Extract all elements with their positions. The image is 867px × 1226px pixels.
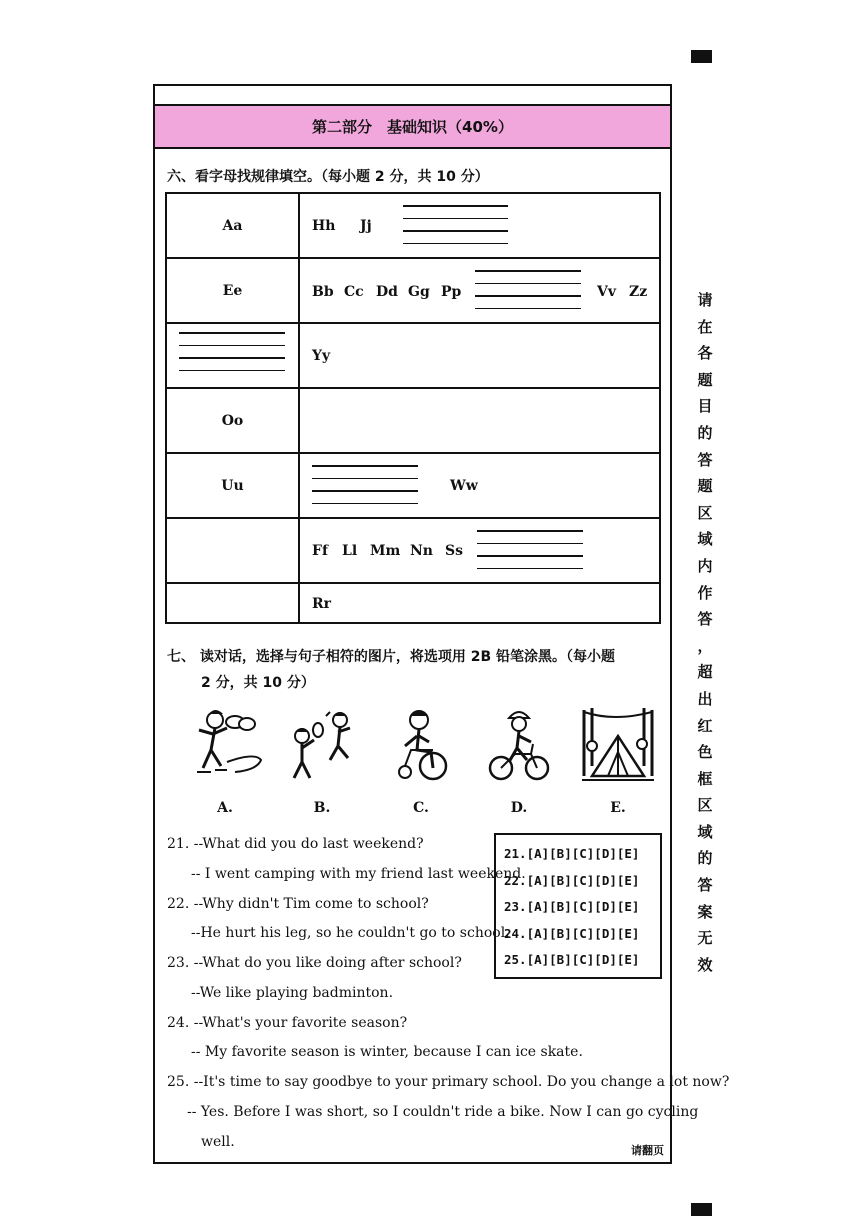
table-row (166, 388, 660, 453)
letter-pair: Ss (445, 543, 463, 559)
side-note-char: 域 (697, 822, 713, 841)
side-note-char: 框 (697, 769, 713, 788)
left-cell[interactable] (166, 323, 299, 388)
letter-pair: Ww (450, 478, 478, 494)
part-header: 第二部分 基础知识（40%） (155, 104, 670, 149)
dialog-line: 22. --Why didn't Tim come to school? (167, 896, 429, 912)
side-note-char: 区 (697, 503, 713, 522)
dialog-line: 23. --What do you like doing after school? (167, 955, 462, 971)
answer-sheet (494, 833, 662, 979)
dialog-line: --We like playing badminton. (191, 985, 394, 1001)
side-note-char: 在 (697, 317, 713, 336)
letter-pair: Nn (410, 543, 433, 559)
dialog-line: -- My favorite season is winter, because I can ice skate. (191, 1044, 583, 1060)
side-note-char: 出 (697, 689, 713, 708)
dialog-line: 24. --What's your favorite season? (167, 1015, 408, 1031)
side-note-char: 的 (697, 849, 713, 868)
right-cell (299, 323, 660, 388)
letter-pair: Hh (312, 218, 336, 234)
side-note-char: 红 (697, 716, 713, 735)
letter-pair: Yy (312, 348, 331, 364)
side-note (694, 287, 716, 978)
wheelchair-picture-icon (381, 706, 461, 786)
side-note-char: 案 (697, 902, 713, 921)
side-note-char: 超 (697, 663, 713, 682)
option-label: A. (217, 800, 233, 816)
alignment-marker-bottom (691, 1203, 712, 1216)
letter-pair: Vv (597, 284, 616, 300)
side-note-char: 目 (697, 397, 713, 416)
option-label: B. (313, 800, 331, 816)
letter-pair: Rr (312, 596, 332, 612)
answer-row[interactable]: 23.[A][B][C][D][E] (504, 899, 640, 914)
q6-title: 六、看字母找规律填空。（每小题 2 分，共 10 分） (167, 169, 489, 185)
letter-pair: Bb (312, 284, 334, 300)
letter-pair: Ll (342, 543, 358, 559)
letter-pair: Jj (360, 218, 372, 234)
dialog-line: -- I went camping with my friend last weekend. (191, 866, 526, 882)
option-e[interactable] (578, 706, 658, 816)
side-note-char: 域 (697, 530, 713, 549)
table-row (166, 583, 660, 623)
answer-row[interactable]: 22.[A][B][C][D][E] (504, 872, 640, 888)
side-note-char: 区 (697, 796, 713, 815)
option-label: D. (510, 800, 528, 816)
side-note-char: 无 (697, 929, 713, 948)
side-note-char: 请 (697, 291, 713, 309)
left-cell: Aa (166, 193, 299, 258)
side-note-char: 效 (697, 955, 713, 974)
right-cell (299, 258, 660, 323)
side-note-char: 答 (697, 450, 713, 469)
ice-skating-picture-icon (185, 706, 265, 786)
table-row (166, 193, 660, 258)
dialog-line: --He hurt his leg, so he couldn't go to school. (191, 925, 510, 941)
left-cell: Oo (166, 388, 299, 453)
side-note-char: 答 (697, 876, 713, 895)
answer-frame (153, 84, 730, 1164)
letter-pair: Mm (370, 543, 401, 559)
letter-pair: Dd (376, 284, 398, 300)
q7-title-line1: 七、 读对话，选择与句子相符的图片，将选项用 2B 铅笔涂黑。（每小题 (167, 649, 616, 665)
dialog-line: 21. --What did you do last weekend? (167, 836, 424, 852)
left-cell: Uu (166, 453, 299, 518)
page-footer: 请翻页 (631, 1144, 664, 1157)
answer-row[interactable]: 24.[A][B][C][D][E] (504, 925, 640, 941)
badminton-picture-icon (282, 706, 362, 786)
right-cell (299, 518, 660, 583)
table-row (166, 258, 660, 323)
answer-row[interactable]: 25.[A][B][C][D][E] (504, 952, 640, 967)
table-row (166, 323, 660, 388)
alphabet-table (165, 192, 661, 624)
side-note-char: 作 (697, 583, 713, 602)
option-label: E. (610, 800, 626, 816)
letter-pair: Ff (312, 543, 328, 559)
option-b[interactable] (282, 706, 362, 816)
cycling-picture-icon (479, 706, 559, 786)
blank-lines[interactable] (475, 259, 581, 320)
blank-lines[interactable] (179, 321, 285, 382)
option-c[interactable] (381, 706, 461, 816)
right-cell (299, 193, 660, 258)
side-note-char: ， (697, 636, 713, 655)
right-cell (299, 583, 660, 623)
side-note-char: 内 (697, 556, 713, 575)
letter-pair: Cc (344, 284, 364, 300)
side-note-char: 色 (697, 743, 713, 762)
side-note-char: 各 (697, 344, 713, 363)
left-cell: Ee (166, 258, 299, 323)
left-cell[interactable] (166, 518, 299, 583)
right-cell[interactable] (299, 388, 660, 453)
camping-picture-icon (578, 706, 658, 786)
side-note-char: 题 (697, 370, 713, 389)
left-cell[interactable] (166, 583, 299, 623)
blank-lines[interactable] (477, 519, 583, 580)
option-a[interactable] (185, 706, 265, 816)
answer-row[interactable]: 21.[A][B][C][D][E] (504, 846, 640, 861)
dialog-line: -- Yes. Before I was short, so I couldn't ride a bike. Now I can go cycling (187, 1104, 699, 1120)
q7-title-line2: 2 分，共 10 分） (201, 675, 315, 691)
table-row (166, 453, 660, 518)
letter-pair: Pp (441, 284, 462, 300)
option-label: C. (413, 800, 429, 816)
option-d[interactable] (479, 706, 559, 816)
dialog-line: well. (201, 1134, 235, 1150)
right-cell (299, 453, 660, 518)
side-note-char: 的 (697, 423, 713, 442)
letter-pair: Gg (408, 284, 430, 300)
blank-lines[interactable] (312, 454, 418, 515)
dialog-line: 25. --It's time to say goodbye to your primary school. Do you change a lot now? (167, 1074, 730, 1090)
table-row (166, 518, 660, 583)
picture-options (180, 706, 660, 816)
alignment-marker-top (691, 50, 712, 63)
letter-pair: Zz (629, 284, 648, 300)
side-note-char: 题 (697, 477, 713, 496)
blank-lines[interactable] (403, 194, 508, 255)
side-note-char: 答 (697, 610, 713, 629)
